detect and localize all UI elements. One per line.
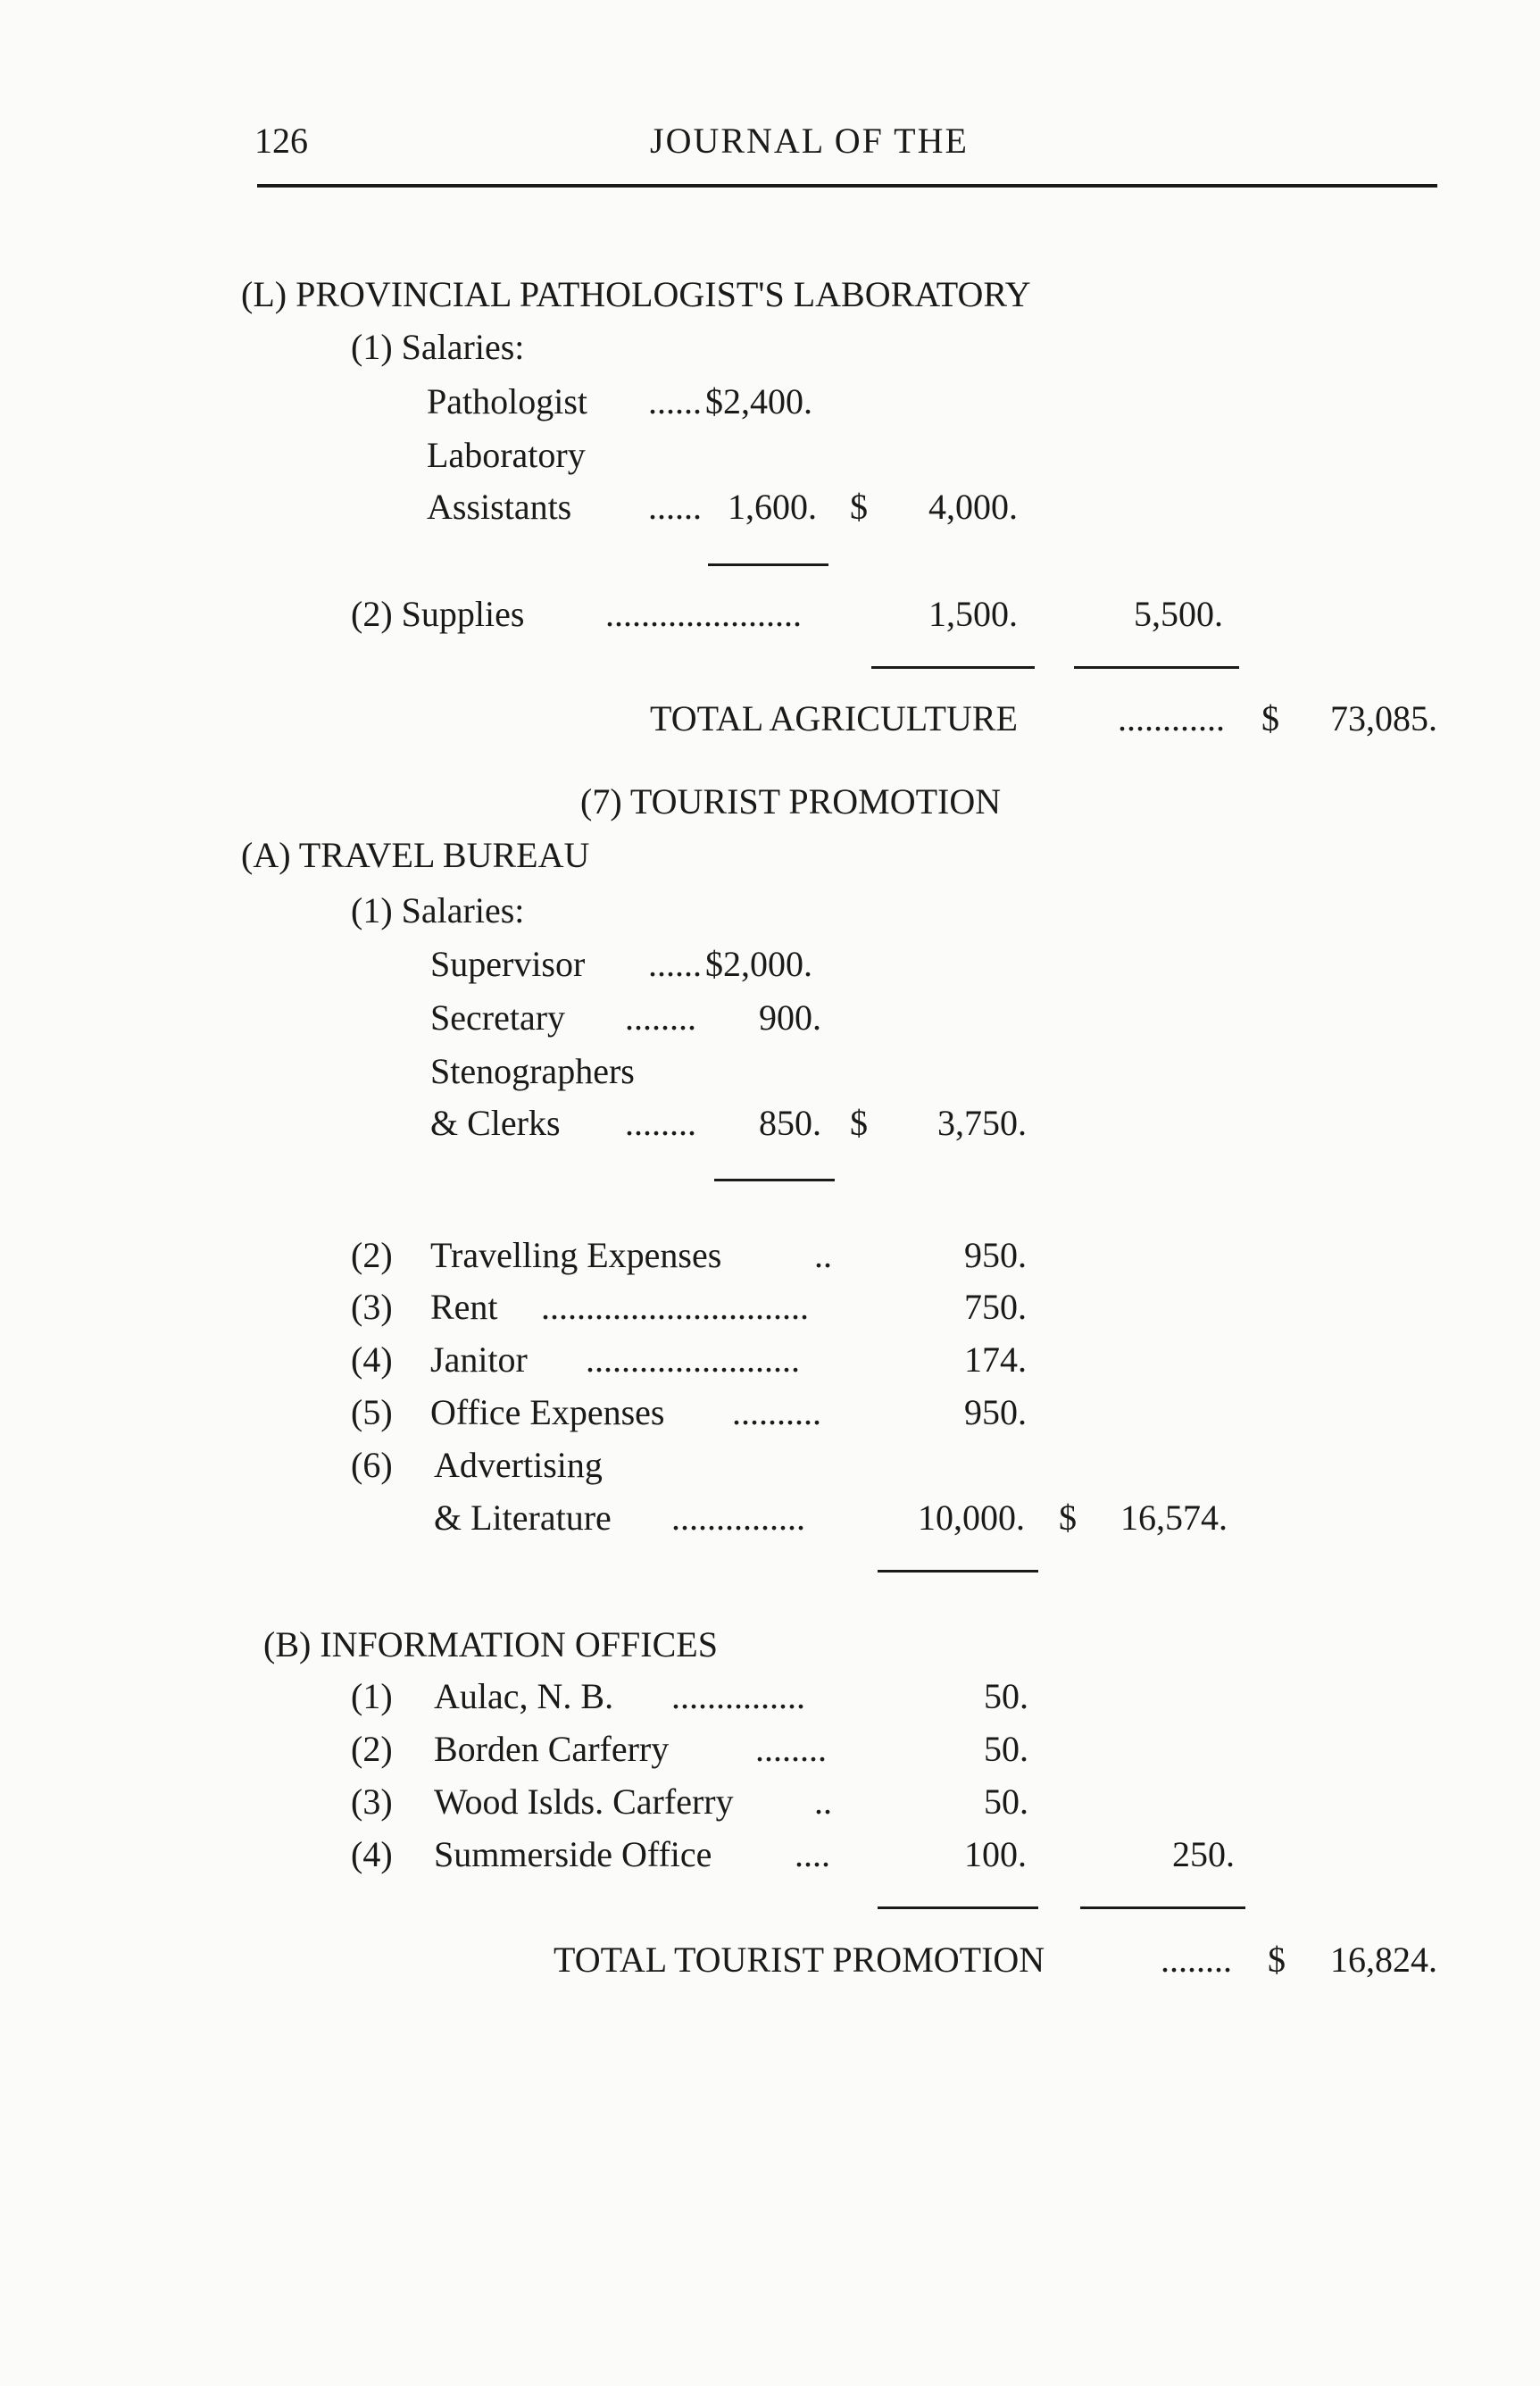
item-number: (2) (351, 1729, 393, 1769)
total-agriculture-amount: 73,085. (1330, 698, 1437, 738)
total-agriculture-label: TOTAL AGRICULTURE (650, 698, 1018, 738)
item-label: Office Expenses (430, 1392, 665, 1432)
salaries-total: 3,750. (937, 1103, 1027, 1143)
item-amount: 950. (964, 1235, 1027, 1275)
total-tourist-amount: 16,824. (1330, 1940, 1437, 1980)
leader-dots: ...... (648, 487, 702, 527)
advertising-label-2: & Literature (434, 1498, 612, 1538)
column-rule (1080, 1906, 1245, 1909)
item-label: Travelling Expenses (430, 1235, 722, 1275)
dollar-sign: $ (1268, 1940, 1286, 1980)
secretary-label: Secretary (430, 997, 566, 1038)
leader-dots: ...... (648, 381, 702, 421)
lab-assistants-label-1: Laboratory (427, 435, 586, 475)
item-number: (4) (351, 1339, 393, 1380)
leader-dots: .. (814, 1235, 832, 1275)
subtotal-rule (708, 563, 828, 566)
item-amount: 100. (964, 1834, 1027, 1874)
pathologist-label: Pathologist (427, 381, 588, 421)
item-number: (2) (351, 1235, 393, 1275)
supplies-amount: 1,500. (928, 594, 1018, 634)
leader-dots: ............ (1118, 698, 1225, 738)
item-label: Summerside Office (434, 1834, 712, 1874)
item-amount: 950. (964, 1392, 1027, 1432)
leader-dots: ........ (625, 1103, 696, 1143)
section-a-title: (A) TRAVEL BUREAU (241, 835, 590, 875)
subtotal-rule (714, 1179, 835, 1181)
dollar-sign: $ (850, 1103, 868, 1143)
item-label: Aulac, N. B. (434, 1676, 614, 1716)
dollar-sign: $ (850, 487, 868, 527)
section-a-salaries-head: (1) Salaries: (351, 890, 525, 930)
section-l-title: (L) PROVINCIAL PATHOLOGIST'S LABORATORY (241, 274, 1031, 314)
supplies-label: (2) Supplies (351, 594, 525, 634)
pathologist-amount: $2,400. (705, 381, 812, 421)
column-rule (871, 666, 1035, 669)
dollar-sign: $ (1261, 698, 1279, 738)
leader-dots: ...... (648, 944, 702, 984)
item-number: (5) (351, 1392, 393, 1432)
leader-dots: ........................ (586, 1339, 800, 1380)
dollar-sign: $ (1059, 1498, 1077, 1538)
item-amount: 50. (984, 1729, 1028, 1769)
section-7-title: (7) TOURIST PROMOTION (580, 781, 1002, 822)
item-label: Rent (430, 1287, 498, 1327)
page-number: 126 (254, 121, 308, 161)
item-label: Wood Islds. Carferry (434, 1781, 734, 1822)
item-number: (1) (351, 1676, 393, 1716)
steno-amount: 850. (759, 1103, 821, 1143)
subtotal-rule (878, 1570, 1038, 1573)
leader-dots: .............................. (541, 1287, 809, 1327)
leader-dots: .. (814, 1781, 832, 1822)
total-tourist-label: TOTAL TOURIST PROMOTION (554, 1940, 1045, 1980)
item-label: Janitor (430, 1339, 528, 1380)
supervisor-label: Supervisor (430, 944, 586, 984)
secretary-amount: 900. (759, 997, 821, 1038)
running-header: JOURNAL OF THE (650, 121, 969, 161)
item-number: (3) (351, 1781, 393, 1822)
column-rule (1074, 666, 1239, 669)
item-amount: 50. (984, 1676, 1028, 1716)
item-amount: 50. (984, 1781, 1028, 1822)
item-number: (6) (351, 1445, 393, 1485)
leader-dots: ............... (671, 1498, 805, 1538)
item-label: Borden Carferry (434, 1729, 670, 1769)
section-l-salaries-head: (1) Salaries: (351, 327, 525, 367)
column-rule (878, 1906, 1038, 1909)
header-rule (257, 184, 1437, 188)
leader-dots: ........ (625, 997, 696, 1038)
advertising-label-1: Advertising (434, 1445, 603, 1485)
section-l-total: 5,500. (1134, 594, 1223, 634)
item-number: (4) (351, 1834, 393, 1874)
section-a-total: 16,574. (1120, 1498, 1228, 1538)
leader-dots: .......... (732, 1392, 821, 1432)
leader-dots: ........ (755, 1729, 827, 1769)
leader-dots: ............... (671, 1676, 805, 1716)
steno-label-2: & Clerks (430, 1103, 561, 1143)
steno-label-1: Stenographers (430, 1051, 635, 1091)
item-amount: 174. (964, 1339, 1027, 1380)
supervisor-amount: $2,000. (705, 944, 812, 984)
lab-assistants-label-2: Assistants (427, 487, 572, 527)
item-amount: 750. (964, 1287, 1027, 1327)
leader-dots: ........ (1161, 1940, 1232, 1980)
salaries-total: 4,000. (928, 487, 1018, 527)
advertising-amount: 10,000. (918, 1498, 1025, 1538)
item-number: (3) (351, 1287, 393, 1327)
leader-dots: .... (795, 1834, 830, 1874)
section-b-title: (B) INFORMATION OFFICES (263, 1624, 718, 1664)
section-b-total: 250. (1172, 1834, 1235, 1874)
lab-assistants-amount: 1,600. (728, 487, 817, 527)
leader-dots: ...................... (605, 594, 802, 634)
